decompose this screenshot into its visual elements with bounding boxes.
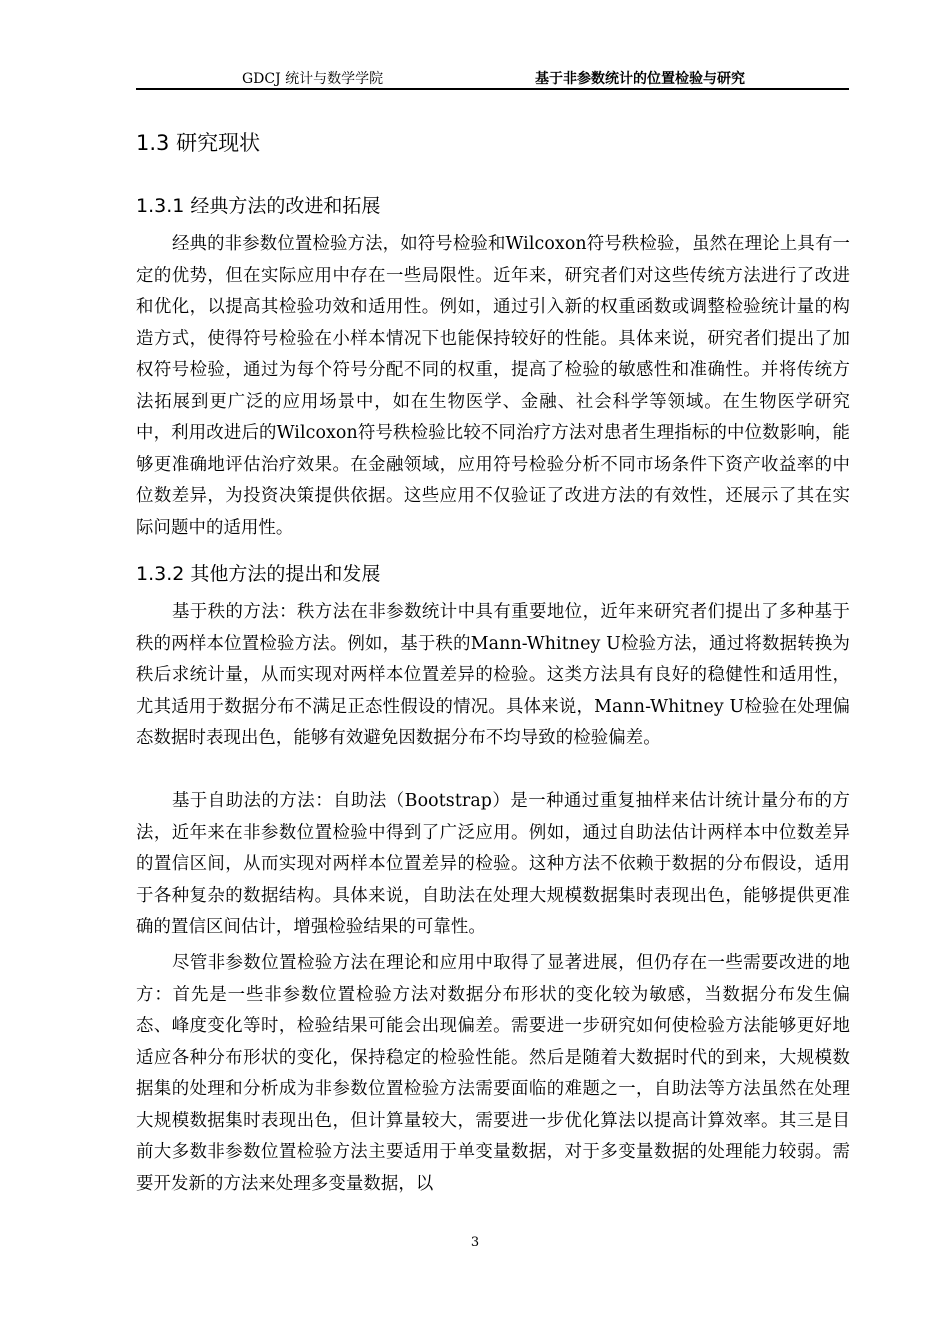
subsection-title-1-3-1: 1.3.1 经典方法的改进和拓展 bbox=[136, 195, 381, 217]
page-header bbox=[136, 64, 849, 90]
header-right-title: 基于非参数统计的位置检验与研究 bbox=[535, 71, 745, 87]
paragraph-classical-methods: 经典的非参数位置检验方法，如符号检验和Wilcoxon符号秩检验，虽然在理论上具有一定的优势，但在实际应用中存在一些局限性。近年来，研究者们对这些传统方法进行了改进和优化，以提高其检验功效和适用性。例如，通过引入新的权重函数或调整检验统计量的构造方式，使得符号检验在小样本情况下也能保持较好的性能。具体来说，研究者们提出了加权符号检验，通过为每个符号分配不同的权重，提高了检验的敏感性和准确性。并将传统方法拓展到更广泛的应用场景中，如在生物医学、金融、社会科学等领域。在生物医学研究中，利用改进后的Wilcoxon符号秩检验比较不同治疗方法对患者生理指标的中位数影响，能够更准确地评估治疗效果。在金融领域，应用符号检验分析不同市场条件下资产收益率的中位数差异，为投资决策提供依据。这些应用不仅验证了改进方法的有效性，还展示了其在实际问题中的适用性。 bbox=[136, 234, 850, 538]
paragraph-limitations: 尽管非参数位置检验方法在理论和应用中取得了显著进展，但仍存在一些需要改进的地方：首先是一些非参数位置检验方法对数据分布形状的变化较为敏感，当数据分布发生偏态、峰度变化等时，检验结果可能会出现偏差。需要进一步研究如何使检验方法能够更好地适应各种分布形状的变化，保持稳定的检验性能。然后是随着大数据时代的到来，大规模数据集的处理和分析成为非参数位置检验方法需要面临的难题之一，自助法等方法虽然在处理大规模数据集时表现出色，但计算量较大，需要进一步优化算法以提高计算效率。其三是目前大多数非参数位置检验方法主要适用于单变量数据，对于多变量数据的处理能力较弱。需要开发新的方法来处理多变量数据，以 bbox=[136, 953, 850, 1194]
header-left-text: GDCJ 统计与数学学院 bbox=[242, 71, 384, 87]
section-title: 1.3 研究现状 bbox=[136, 131, 261, 155]
page-number: 3 bbox=[470, 1235, 480, 1250]
subsection-title-1-3-2: 1.3.2 其他方法的提出和发展 bbox=[136, 563, 381, 585]
paragraph-bootstrap-methods: 基于自助法的方法：自助法（Bootstrap）是一种通过重复抽样来估计统计量分布的方法，近年来在非参数位置检验中得到了广泛应用。例如，通过自助法估计两样本中位数差异的置信区间，从而实现对两样本位置差异的检验。这种方法不依赖于数据的分布假设，适用于各种复杂的数据结构。具体来说，自助法在处理大规模数据集时表现出色，能够提供更准确的置信区间估计，增强检验结果的可靠性。 bbox=[136, 791, 850, 937]
paragraph-rank-methods: 基于秩的方法：秩方法在非参数统计中具有重要地位，近年来研究者们提出了多种基于秩的两样本位置检验方法。例如，基于秩的Mann-Whitney U检验方法，通过将数据转换为秩后求统计量，从而实现对两样本位置差异的检验。这类方法具有良好的稳健性和适用性，尤其适用于数据分布不满足正态性假设的情况。具体来说，Mann-Whitney U检验在处理偏态数据时表现出色，能够有效避免因数据分布不均导致的检验偏差。 bbox=[136, 602, 850, 748]
